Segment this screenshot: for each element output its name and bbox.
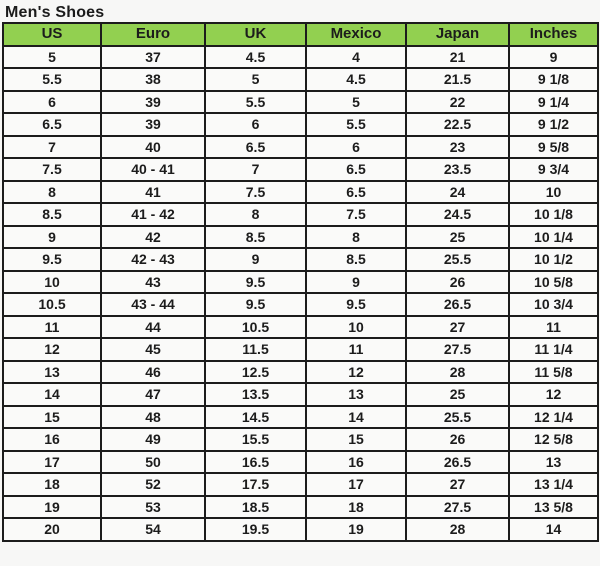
table-row	[3, 226, 598, 249]
table-cell: 15	[306, 428, 406, 451]
table-cell: 15	[3, 406, 101, 429]
table-cell: 41 - 42	[101, 203, 205, 226]
table-cell: 8	[3, 181, 101, 204]
table-row	[3, 68, 598, 91]
table-cell: 21	[406, 46, 509, 69]
table-cell: 27.5	[406, 496, 509, 519]
table-cell: 9 1/4	[509, 91, 598, 114]
table-cell: 4.5	[205, 46, 306, 69]
table-cell: 13 5/8	[509, 496, 598, 519]
column-header-euro: Euro	[101, 23, 205, 46]
table-row	[3, 113, 598, 136]
table-cell: 20	[3, 518, 101, 541]
table-cell: 5.5	[3, 68, 101, 91]
table-cell: 27.5	[406, 338, 509, 361]
table-cell: 50	[101, 451, 205, 474]
table-cell: 6	[205, 113, 306, 136]
table-row	[3, 338, 598, 361]
table-cell: 39	[101, 91, 205, 114]
table-cell: 13	[306, 383, 406, 406]
table-cell: 22	[406, 91, 509, 114]
table-cell: 18	[3, 473, 101, 496]
page-title: Men's Shoes	[5, 4, 105, 21]
table-row	[3, 473, 598, 496]
table-cell: 5	[306, 91, 406, 114]
table-cell: 9	[509, 46, 598, 69]
table-cell: 8	[306, 226, 406, 249]
column-header-uk: UK	[205, 23, 306, 46]
table-cell: 10 1/2	[509, 248, 598, 271]
table-cell: 42	[101, 226, 205, 249]
table-cell: 6.5	[3, 113, 101, 136]
table-cell: 6	[3, 91, 101, 114]
table-cell: 11 1/4	[509, 338, 598, 361]
table-cell: 16	[3, 428, 101, 451]
table-cell: 6.5	[306, 181, 406, 204]
table-row	[3, 361, 598, 384]
table-cell: 23.5	[406, 158, 509, 181]
table-row	[3, 91, 598, 114]
table-cell: 25	[406, 226, 509, 249]
table-cell: 12	[509, 383, 598, 406]
table-row	[3, 406, 598, 429]
table-cell: 27	[406, 316, 509, 339]
table-cell: 4	[306, 46, 406, 69]
table-cell: 10.5	[205, 316, 306, 339]
table-cell: 25.5	[406, 248, 509, 271]
table-cell: 9 1/2	[509, 113, 598, 136]
table-cell: 18	[306, 496, 406, 519]
table-cell: 48	[101, 406, 205, 429]
table-cell: 45	[101, 338, 205, 361]
table-cell: 25.5	[406, 406, 509, 429]
table-cell: 18.5	[205, 496, 306, 519]
table-cell: 7	[3, 136, 101, 159]
table-cell: 40	[101, 136, 205, 159]
table-cell: 5.5	[306, 113, 406, 136]
table-row	[3, 293, 598, 316]
table-cell: 13.5	[205, 383, 306, 406]
table-cell: 12 5/8	[509, 428, 598, 451]
table-cell: 5.5	[205, 91, 306, 114]
table-row	[3, 248, 598, 271]
table-cell: 14	[306, 406, 406, 429]
table-cell: 10	[3, 271, 101, 294]
table-cell: 13 1/4	[509, 473, 598, 496]
table-cell: 19	[306, 518, 406, 541]
column-header-us: US	[3, 23, 101, 46]
table-cell: 10 5/8	[509, 271, 598, 294]
table-row	[3, 316, 598, 339]
shoe-size-conversion-table	[2, 22, 599, 542]
table-cell: 7.5	[3, 158, 101, 181]
table-cell: 6	[306, 136, 406, 159]
table-cell: 10	[306, 316, 406, 339]
table-cell: 9.5	[205, 271, 306, 294]
table-cell: 52	[101, 473, 205, 496]
table-cell: 7.5	[205, 181, 306, 204]
table-row	[3, 158, 598, 181]
table-cell: 11	[306, 338, 406, 361]
column-header-mexico: Mexico	[306, 23, 406, 46]
table-cell: 11 5/8	[509, 361, 598, 384]
table-cell: 7.5	[306, 203, 406, 226]
table-cell: 12.5	[205, 361, 306, 384]
table-row	[3, 136, 598, 159]
column-header-japan: Japan	[406, 23, 509, 46]
table-row	[3, 496, 598, 519]
table-cell: 26.5	[406, 293, 509, 316]
table-cell: 49	[101, 428, 205, 451]
table-cell: 39	[101, 113, 205, 136]
table-cell: 16	[306, 451, 406, 474]
table-cell: 9	[205, 248, 306, 271]
table-cell: 44	[101, 316, 205, 339]
table-row	[3, 46, 598, 69]
table-row	[3, 383, 598, 406]
table-cell: 9.5	[205, 293, 306, 316]
table-cell: 10 1/8	[509, 203, 598, 226]
table-cell: 43 - 44	[101, 293, 205, 316]
table-cell: 24.5	[406, 203, 509, 226]
table-cell: 17	[306, 473, 406, 496]
table-cell: 54	[101, 518, 205, 541]
table-cell: 9	[306, 271, 406, 294]
table-cell: 11	[3, 316, 101, 339]
table-cell: 12	[306, 361, 406, 384]
table-cell: 11.5	[205, 338, 306, 361]
table-cell: 14	[509, 518, 598, 541]
table-row	[3, 271, 598, 294]
table-row	[3, 518, 598, 541]
table-cell: 43	[101, 271, 205, 294]
table-cell: 38	[101, 68, 205, 91]
table-cell: 10	[509, 181, 598, 204]
table-cell: 10 3/4	[509, 293, 598, 316]
table-cell: 26	[406, 428, 509, 451]
table-cell: 9.5	[3, 248, 101, 271]
table-cell: 9 3/4	[509, 158, 598, 181]
table-cell: 17.5	[205, 473, 306, 496]
table-cell: 40 - 41	[101, 158, 205, 181]
table-row	[3, 451, 598, 474]
table-cell: 28	[406, 518, 509, 541]
table-cell: 8.5	[3, 203, 101, 226]
table-row	[3, 181, 598, 204]
table-cell: 10.5	[3, 293, 101, 316]
table-cell: 17	[3, 451, 101, 474]
table-cell: 26.5	[406, 451, 509, 474]
table-cell: 22.5	[406, 113, 509, 136]
table-cell: 5	[3, 46, 101, 69]
table-cell: 23	[406, 136, 509, 159]
table-cell: 13	[3, 361, 101, 384]
table-cell: 46	[101, 361, 205, 384]
table-cell: 19	[3, 496, 101, 519]
table-cell: 24	[406, 181, 509, 204]
table-cell: 13	[509, 451, 598, 474]
table-body	[3, 46, 598, 541]
table-cell: 14.5	[205, 406, 306, 429]
table-cell: 28	[406, 361, 509, 384]
table-cell: 53	[101, 496, 205, 519]
column-header-inches: Inches	[509, 23, 598, 46]
table-cell: 5	[205, 68, 306, 91]
table-cell: 47	[101, 383, 205, 406]
table-row	[3, 428, 598, 451]
table-cell: 42 - 43	[101, 248, 205, 271]
table-header	[3, 23, 598, 46]
table-cell: 4.5	[306, 68, 406, 91]
table-row	[3, 203, 598, 226]
table-cell: 8	[205, 203, 306, 226]
table-cell: 9.5	[306, 293, 406, 316]
table-cell: 9 1/8	[509, 68, 598, 91]
table-cell: 9	[3, 226, 101, 249]
table-cell: 12	[3, 338, 101, 361]
table-cell: 6.5	[306, 158, 406, 181]
table-cell: 15.5	[205, 428, 306, 451]
table-cell: 21.5	[406, 68, 509, 91]
table-cell: 6.5	[205, 136, 306, 159]
table-cell: 14	[3, 383, 101, 406]
table-cell: 27	[406, 473, 509, 496]
table-cell: 7	[205, 158, 306, 181]
header-row	[3, 23, 598, 46]
table-cell: 41	[101, 181, 205, 204]
table-cell: 16.5	[205, 451, 306, 474]
table-cell: 25	[406, 383, 509, 406]
table-cell: 37	[101, 46, 205, 69]
table-cell: 8.5	[306, 248, 406, 271]
table-cell: 26	[406, 271, 509, 294]
table-cell: 9 5/8	[509, 136, 598, 159]
table-cell: 19.5	[205, 518, 306, 541]
table-cell: 12 1/4	[509, 406, 598, 429]
table-cell: 11	[509, 316, 598, 339]
table-cell: 10 1/4	[509, 226, 598, 249]
table-cell: 8.5	[205, 226, 306, 249]
